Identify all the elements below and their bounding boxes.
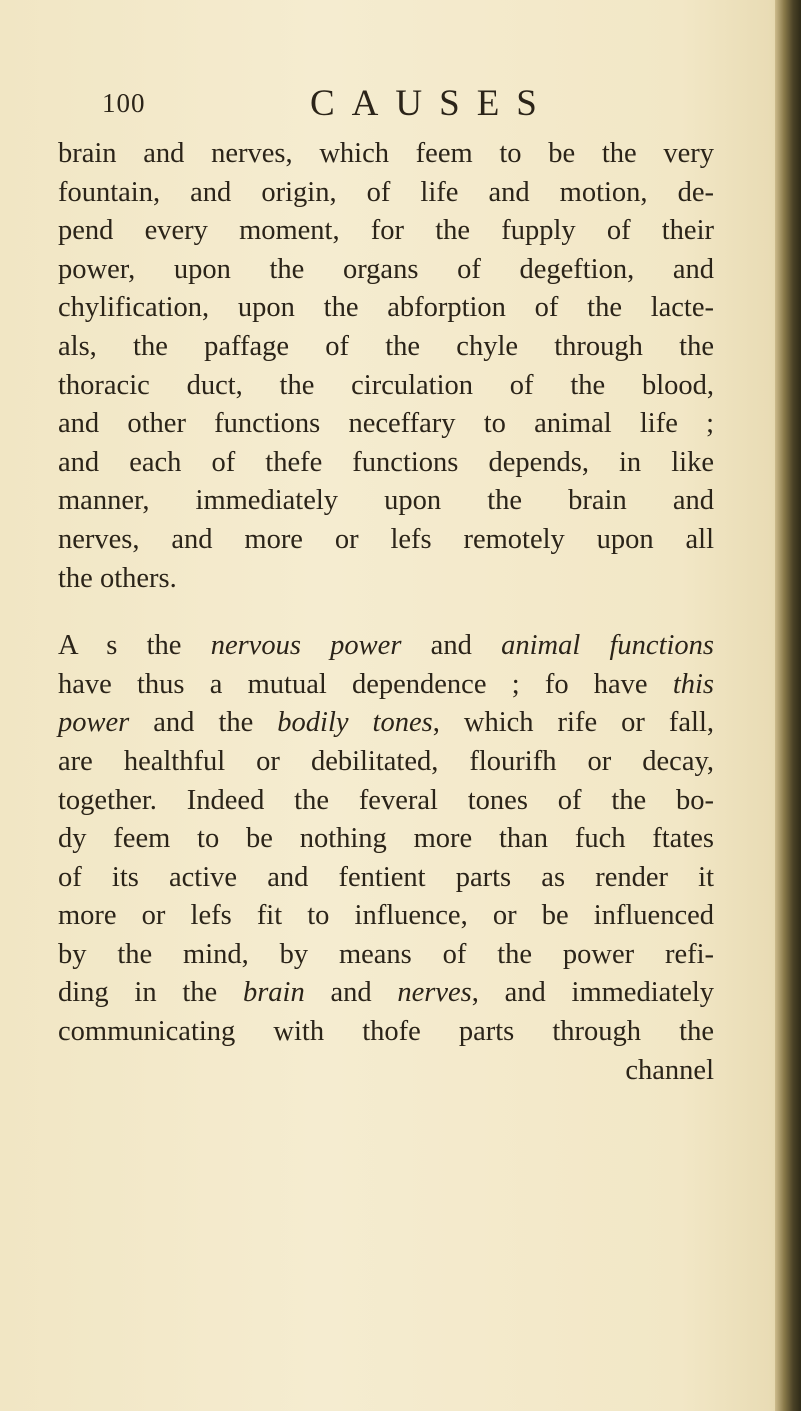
text-line — [58, 974, 714, 1013]
text-run: have thus a mutual dependence ; fo have — [58, 668, 673, 700]
text-run: A s the — [58, 630, 211, 662]
text-line: power, upon the organs of degeftion, and — [58, 253, 714, 285]
catchword: channel — [625, 1054, 714, 1086]
text-line: thoracic duct, the circulation of the blood, — [58, 369, 714, 401]
text-line: communicating with thofe parts through the — [58, 1016, 714, 1048]
italic-run: power — [58, 707, 130, 739]
text-line: dy feem to be nothing more than fuch ftates — [58, 823, 714, 855]
text-line — [58, 666, 714, 705]
text-run: and — [401, 630, 502, 662]
text-run: , which rife or fall, — [432, 707, 714, 739]
text-line: nerves, and more or lefs remotely upon all — [58, 523, 714, 555]
text-run: and — [304, 977, 398, 1009]
text-line: brain and nerves, which feem to be the very — [58, 138, 714, 169]
italic-run: nerves — [397, 977, 472, 1009]
text-line: pend every moment, for the fupply of their — [58, 215, 714, 247]
text-line: by the mind, by means of the power refi- — [58, 938, 714, 970]
text-line: chylification, upon the abforption of the lacte- — [58, 292, 714, 324]
italic-run: nervous power — [210, 630, 402, 662]
text-run: , and immediately — [471, 977, 715, 1009]
italic-run: animal functions — [501, 630, 714, 662]
page-number: 100 — [102, 88, 146, 118]
italic-run: bodily tones — [277, 707, 433, 739]
italic-run: this — [672, 668, 714, 700]
italic-run: brain — [242, 977, 305, 1009]
text-line: the others. — [58, 562, 177, 594]
text-run: ding in the — [58, 977, 243, 1009]
text-line — [58, 704, 714, 743]
page-header — [102, 82, 722, 126]
text-line: and other functions neceffary to animal life ; — [58, 408, 714, 440]
text-run: and the — [129, 707, 278, 739]
text-line: are healthful or debilitated, flourifh or decay, — [58, 745, 714, 777]
text-line — [58, 627, 714, 666]
paragraph-gap — [58, 598, 714, 627]
text-line: together. Indeed the feveral tones of the bo- — [58, 784, 714, 816]
page-edge-shadow — [775, 0, 801, 1411]
text-line: als, the paffage of the chyle through the — [58, 330, 714, 362]
text-line: more or lefs fit to influence, or be influenced — [58, 900, 714, 932]
text-line: manner, immediately upon the brain and — [58, 485, 714, 517]
body-text — [58, 135, 714, 1090]
text-line: fountain, and origin, of life and motion, de- — [58, 176, 714, 208]
text-line: of its active and fentient parts as render it — [58, 861, 714, 893]
text-line: and each of thefe functions depends, in like — [58, 446, 714, 478]
running-title: CAUSES — [310, 83, 554, 124]
